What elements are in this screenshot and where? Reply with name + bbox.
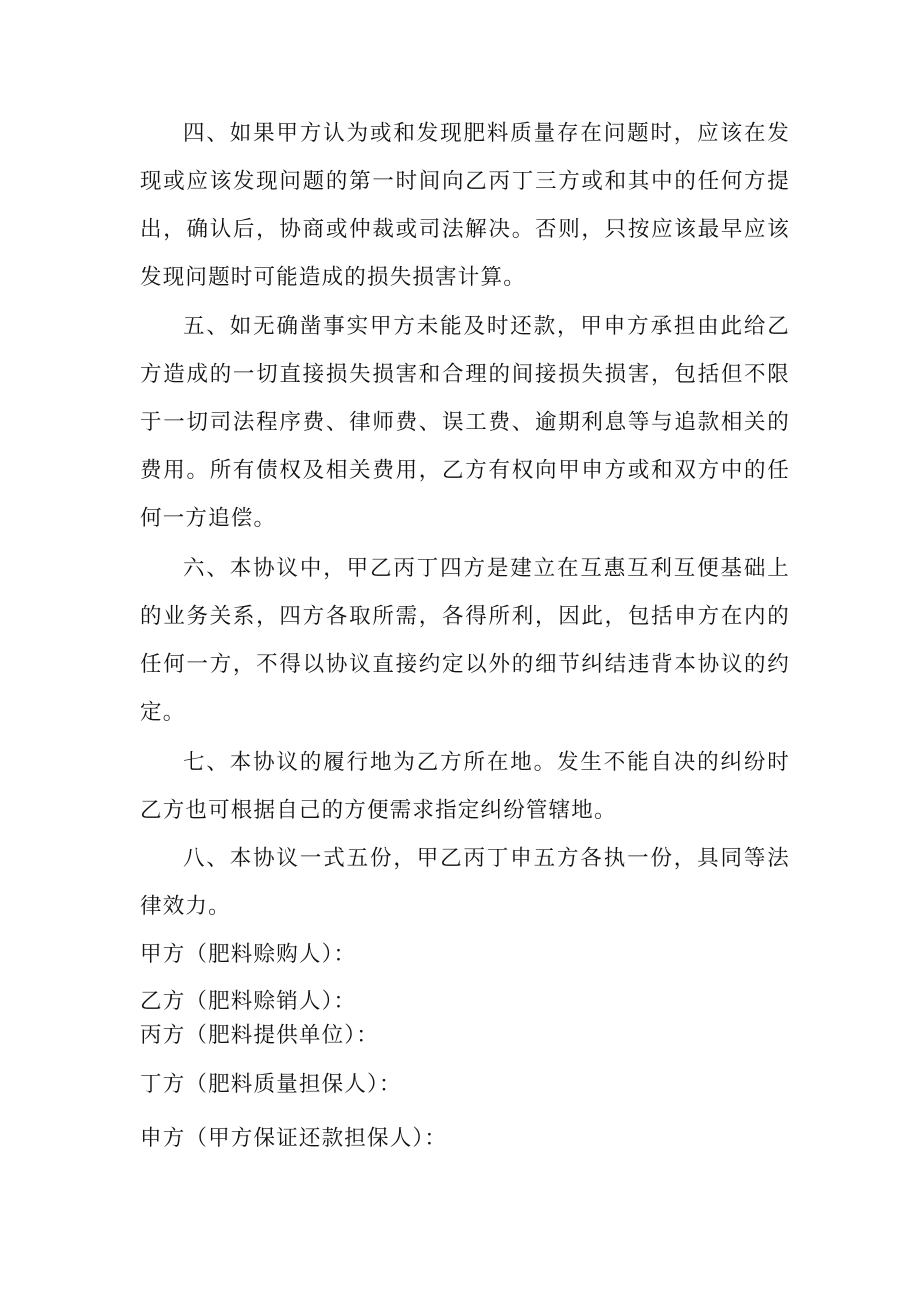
signature-party-c: 丙方（肥料提供单位）： xyxy=(140,1023,379,1048)
clause-8: 八、本协议一式五份，甲乙丙丁申五方各执一份，具同等法律效力。 xyxy=(140,846,790,919)
clause-4: 四、如果甲方认为或和发现肥料质量存在问题时，应该在发现或应该发现问题的第一时间向乙丙丁三方或和其中的任何方提出，确认后，协商或仲裁或司法解决。否则，只按应该最早应该发现问题时可能造成的损失损害计算。 xyxy=(140,121,790,290)
signature-party-d: 丁方（肥料质量担保人）： xyxy=(140,1072,402,1097)
clause-5: 五、如无确凿事实甲方未能及时还款，甲申方承担由此给乙方造成的一切直接损失损害和合理的间接损失损害，包括但不限于一切司法程序费、律师费、误工费、逾期利息等与追款相关的费用。所有债权及相关费用，乙方有权向甲申方或和双方中的任何一方追偿。 xyxy=(140,314,790,531)
signature-party-b: 乙方（肥料赊销人）： xyxy=(140,989,357,1014)
clause-6: 六、本协议中，甲乙丙丁四方是建立在互惠互利互便基础上的业务关系，四方各取所需，各得所利，因此，包括申方在内的任何一方，不得以协议直接约定以外的细节纠结违背本协议的约定。 xyxy=(140,556,790,725)
signature-party-a: 甲方（肥料赊购人）： xyxy=(140,942,357,967)
clause-7: 七、本协议的履行地为乙方所在地。发生不能自决的纠纷时乙方也可根据自己的方便需求指定纠纷管辖地。 xyxy=(140,750,790,823)
signature-party-guarantor: 申方（甲方保证还款担保人）： xyxy=(140,1126,448,1151)
